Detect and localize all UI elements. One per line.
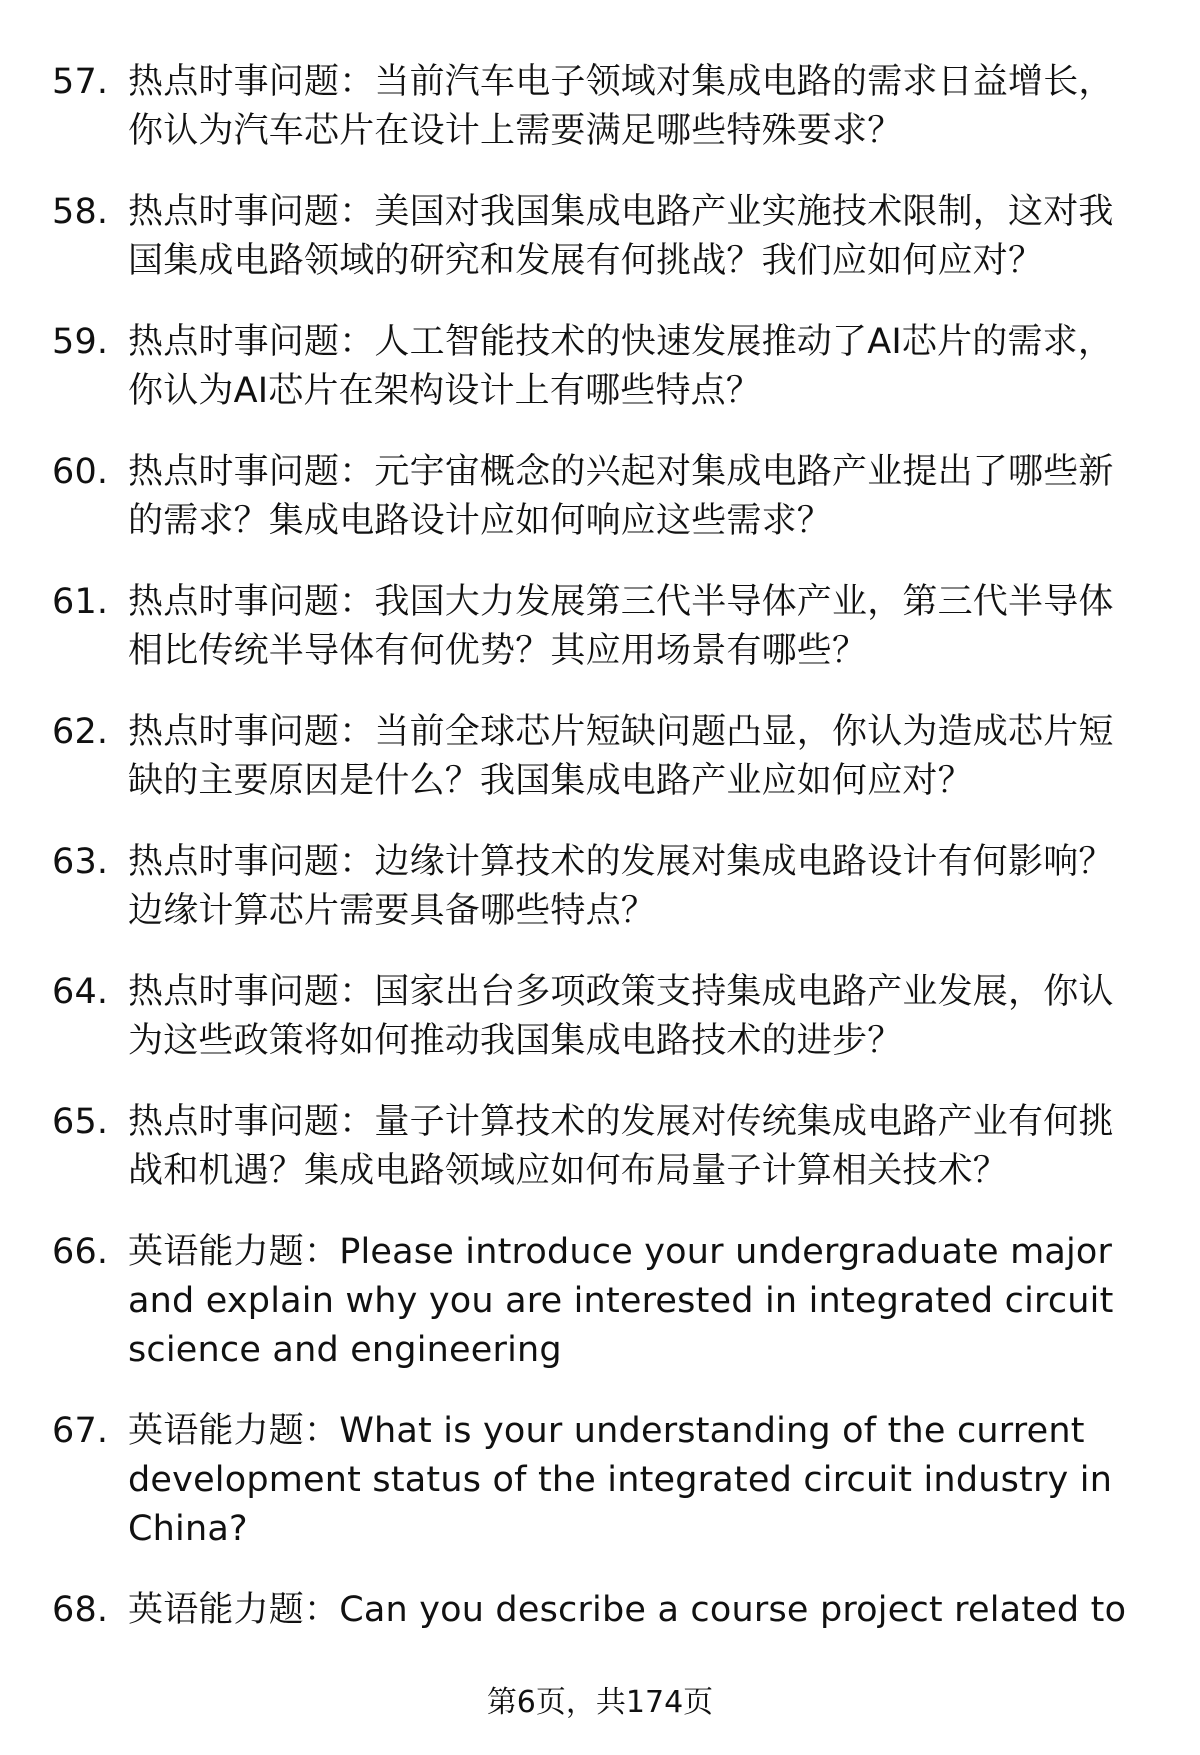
question-text: 热点时事问题：当前汽车电子领域对集成电路的需求日益增长，你认为汽车芯片在设计上需要满足哪些特殊要求？	[128, 62, 1114, 151]
question-item-65	[52, 1098, 1142, 1196]
question-number: 60.	[52, 452, 109, 492]
question-number: 66.	[52, 1232, 109, 1272]
page-number-label: 第6页，共174页	[486, 1685, 714, 1720]
question-item-59	[52, 318, 1142, 416]
question-text: 热点时事问题：人工智能技术的快速发展推动了AI芯片的需求，你认为AI芯片在架构设计上有哪些特点？	[128, 322, 1114, 411]
question-text: 热点时事问题：量子计算技术的发展对传统集成电路产业有何挑战和机遇？集成电路领域应如何布局量子计算相关技术？	[128, 1102, 1114, 1191]
page-footer	[0, 1683, 1200, 1723]
question-text: 热点时事问题：当前全球芯片短缺问题凸显，你认为造成芯片短缺的主要原因是什么？我国集成电路产业应如何应对？	[128, 712, 1114, 801]
question-text: 热点时事问题：边缘计算技术的发展对集成电路设计有何影响？边缘计算芯片需要具备哪些特点？	[128, 842, 1114, 931]
question-number: 68.	[52, 1590, 109, 1630]
question-text: 英语能力题：Please introduce your undergraduate major and explain why you are interested in integrated circuit science and engineering	[128, 1232, 1114, 1370]
question-item-62	[52, 708, 1142, 806]
question-number: 61.	[52, 582, 109, 622]
question-number: 63.	[52, 842, 109, 882]
question-item-58	[52, 188, 1142, 286]
question-number: 62.	[52, 712, 109, 752]
question-text: 英语能力题：What is your understanding of the current development status of the integrated circuit industry in China?	[128, 1411, 1113, 1549]
question-number: 65.	[52, 1102, 109, 1142]
question-item-63	[52, 838, 1142, 936]
question-text: 英语能力题：Can you describe a course project related to	[128, 1590, 1127, 1630]
question-item-57	[52, 58, 1142, 156]
question-item-64	[52, 968, 1142, 1066]
question-number: 58.	[52, 192, 109, 232]
question-number: 64.	[52, 972, 109, 1012]
question-text: 热点时事问题：国家出台多项政策支持集成电路产业发展，你认为这些政策将如何推动我国集成电路技术的进步？	[128, 972, 1114, 1061]
question-number: 57.	[52, 62, 109, 102]
question-item-67	[52, 1407, 1142, 1554]
question-item-60	[52, 448, 1142, 546]
question-text: 热点时事问题：我国大力发展第三代半导体产业，第三代半导体相比传统半导体有何优势？其应用场景有哪些？	[128, 582, 1114, 671]
question-number: 67.	[52, 1411, 109, 1451]
question-text: 热点时事问题：元宇宙概念的兴起对集成电路产业提出了哪些新的需求？集成电路设计应如何响应这些需求？	[128, 452, 1114, 541]
question-item-66	[52, 1228, 1142, 1375]
question-list	[52, 58, 1142, 1667]
question-number: 59.	[52, 322, 109, 362]
question-text: 热点时事问题：美国对我国集成电路产业实施技术限制，这对我国集成电路领域的研究和发展有何挑战？我们应如何应对？	[128, 192, 1114, 281]
question-item-61	[52, 578, 1142, 676]
question-item-68	[52, 1586, 1142, 1635]
